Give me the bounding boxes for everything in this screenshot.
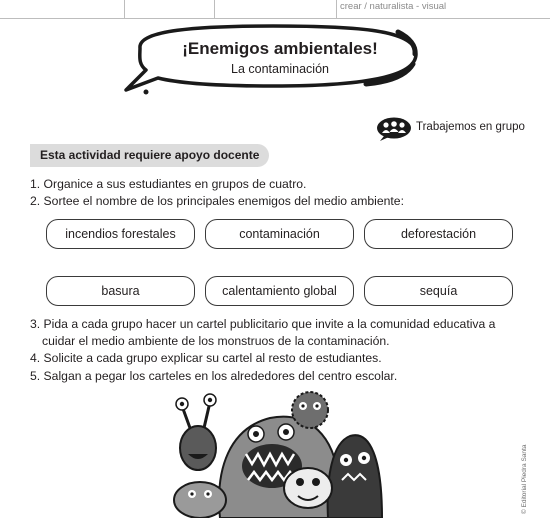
top-divider [124,0,125,18]
group-people-icon [376,117,412,141]
group-work-badge [376,117,550,139]
enemy-pill: incendios forestales [46,219,195,249]
instruction-step: 3. Pida a cada grupo hacer un cartel publicitario que invite a la comunidad educativa a [30,317,496,331]
enemy-pill: calentamiento global [205,276,354,306]
instruction-step: 5. Salgan a pegar los carteles en los alrededores del centro escolar. [30,369,398,383]
group-work-label: Trabajemos en grupo [416,121,525,133]
publisher-credit: © Editorial Piedra Santa [521,444,528,514]
enemy-pill: contaminación [205,219,354,249]
intelligence-tags: crear / naturalista - visual [340,1,447,12]
instruction-step: 2. Sortee el nombre de los principales enemigos del medio ambiente: [30,194,404,208]
enemy-pill: deforestación [364,219,513,249]
instruction-step: 4. Solicite a cada grupo explicar su cartel al resto de estudiantes. [30,351,382,365]
top-divider [214,0,215,18]
enemy-pill: sequía [364,276,513,306]
enemy-pill: basura [46,276,195,306]
page-subtitle: La contaminación [231,62,329,76]
top-rule [0,18,550,19]
speech-bubble [118,20,428,100]
page-title: ¡Enemigos ambientales! [182,39,378,58]
teacher-support-notice: Esta actividad requiere apoyo docente [30,144,269,167]
pollution-monsters-illustration [160,388,390,518]
instruction-step-continuation: cuidar el medio ambiente de los monstruos de la contaminación. [42,334,390,348]
instruction-step: 1. Organice a sus estudiantes en grupos de cuatro. [30,177,307,191]
top-divider [336,0,337,18]
